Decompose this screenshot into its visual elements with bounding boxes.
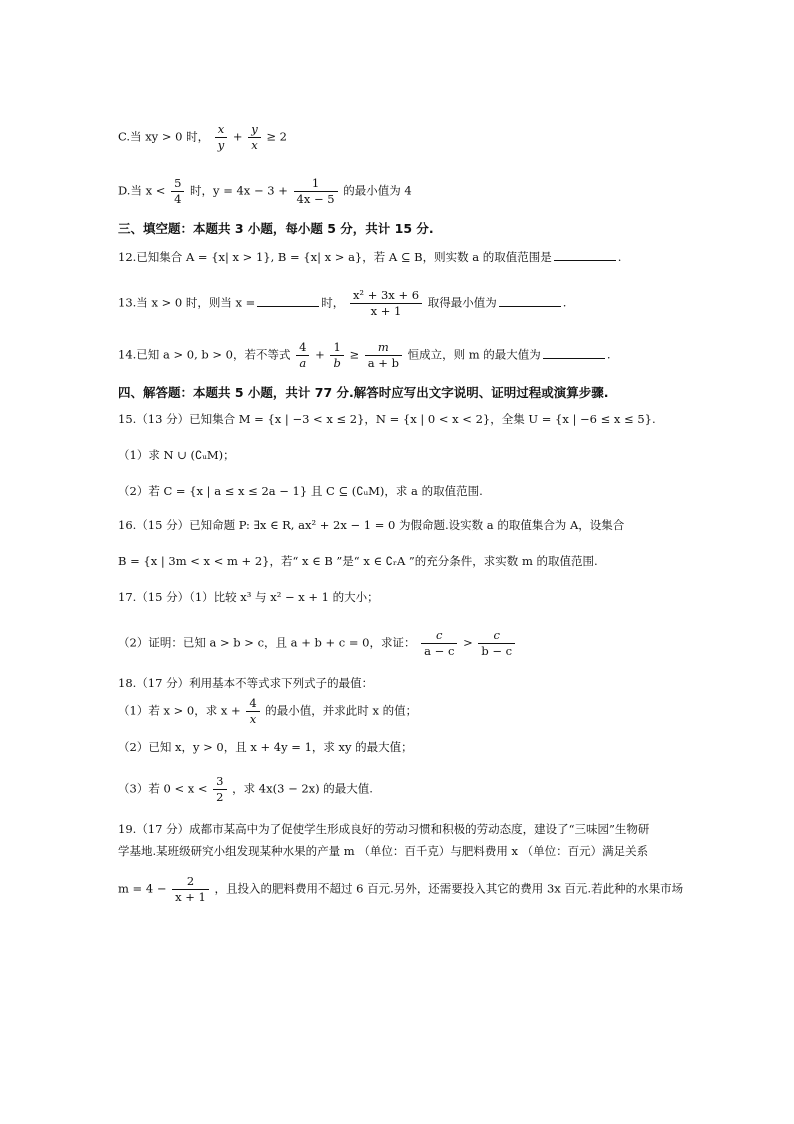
answer-blank <box>499 294 561 307</box>
denominator: a <box>299 356 307 370</box>
option-c-prefix: C.当 xy > 0 时， <box>118 129 210 144</box>
question-13 <box>118 288 566 319</box>
question-16-line1: 16.（15 分）已知命题 P: ∃x ∈ R, ax² + 2x − 1 = 0 为假命题.设实数 a 的取值集合为 A，设集合 <box>118 518 625 532</box>
option-c-suffix: ≥ 2 <box>266 129 287 144</box>
option-d-mid: 时，y = 4x − 3 + <box>190 183 288 198</box>
denominator: y <box>217 138 225 152</box>
question-14 <box>118 340 610 371</box>
question-19-line2: 学基地.某班级研究小组发现某种水果的产量 m （单位：百千克）与肥料费用 x （单位：百元）满足关系 <box>118 844 649 858</box>
q18-sub1-suffix: 的最小值，并求此时 x 的值； <box>265 703 418 718</box>
q13-part3: 取得最小值为 <box>427 295 497 310</box>
fraction-1-over-4x-5 <box>294 176 338 207</box>
numerator: c <box>421 628 457 644</box>
q19-line3-prefix: m = 4 − <box>118 881 167 896</box>
question-16-line2: B = {x | 3m < x < m + 2}，若“ x ∈ B ”是“ x ∈ ∁ᵣA ”的充分条件，求实数 m 的取值范围. <box>118 554 598 568</box>
numerator: 4 <box>246 696 259 712</box>
numerator: 4 <box>296 340 309 356</box>
answer-blank <box>257 294 319 307</box>
fraction-x-over-y <box>215 122 228 153</box>
q14-part2: 恒成立，则 m 的最大值为 <box>407 347 541 362</box>
fraction-expression <box>350 288 422 319</box>
option-d-prefix: D.当 x < <box>118 183 166 198</box>
q13-part1: 13.当 x > 0 时，则当 x = <box>118 295 256 310</box>
q17-line2-prefix: （2）证明：已知 a > b > c，且 a + b + c = 0，求证： <box>118 635 416 650</box>
option-d-suffix: 的最小值为 4 <box>343 183 412 198</box>
denominator: 4x − 5 <box>296 192 335 206</box>
numerator: 1 <box>294 176 338 192</box>
answer-blank <box>554 248 616 261</box>
question-18-sub1 <box>118 696 417 727</box>
denominator: a + b <box>367 356 399 370</box>
q18-sub3-suffix: ，求 4x(3 − 2x) 的最大值. <box>232 781 373 796</box>
q14-end: . <box>606 347 611 362</box>
question-15-sub1: （1）求 N ∪ (∁ᵤM)； <box>118 448 235 462</box>
q18-sub3-prefix: （3）若 0 < x < <box>118 781 208 796</box>
section3-heading: 三、填空题：本题共 3 小题，每小题 5 分，共计 15 分. <box>118 221 434 236</box>
denominator: b <box>333 356 341 370</box>
fraction-4-over-a <box>296 340 309 371</box>
fraction-c-over-a-minus-c <box>421 628 457 659</box>
q18-sub1-prefix: （1）若 x > 0，求 x + <box>118 703 241 718</box>
numerator: 2 <box>172 874 209 890</box>
fraction-5-over-4 <box>171 176 184 207</box>
numerator: m <box>365 340 402 356</box>
fraction-2-over-x-plus-1 <box>172 874 209 905</box>
q12-text: 12.已知集合 A = {x| x > 1}, B = {x| x > a}，若 A ⊆ B，则实数 a 的取值范围是 <box>118 250 552 264</box>
numerator: 1 <box>330 340 343 356</box>
q19-line3-suffix: ，且投入的肥料费用不超过 6 百元.另外，还需要投入其它的费用 3x 百元.若此种的水果市场 <box>214 881 684 896</box>
question-12 <box>118 248 621 266</box>
section4-heading: 四、解答题：本题共 5 小题，共计 77 分.解答时应写出文字说明、证明过程或演算步骤. <box>118 385 609 400</box>
q14-part1: 14.已知 a > 0, b > 0，若不等式 <box>118 347 291 362</box>
numerator: y <box>248 122 261 138</box>
fraction-c-over-b-minus-c <box>478 628 515 659</box>
question-15-intro: 15.（13 分）已知集合 M = {x | −3 < x ≤ 2}，N = {x | 0 < x < 2}，全集 U = {x | −6 ≤ x ≤ 5}. <box>118 412 656 426</box>
numerator: 3 <box>213 774 226 790</box>
q12-end: . <box>617 250 622 264</box>
denominator: x <box>251 138 258 152</box>
q13-part2: 时， <box>321 295 345 310</box>
denominator: a − c <box>424 644 455 658</box>
ge-sign: ≥ <box>349 347 360 362</box>
question-18-intro: 18.（17 分）利用基本不等式求下列式子的最值： <box>118 676 374 690</box>
question-18-sub2: （2）已知 x，y > 0，且 x + 4y = 1，求 xy 的最大值； <box>118 740 413 754</box>
question-15-sub2: （2）若 C = {x | a ≤ x ≤ 2a − 1} 且 C ⊆ (∁ᵤM)，求 a 的取值范围. <box>118 484 483 498</box>
numerator: c <box>478 628 515 644</box>
fraction-m-over-a-plus-b <box>365 340 402 371</box>
denominator: x + 1 <box>370 304 402 318</box>
plus-sign: + <box>232 129 243 144</box>
question-17-line1: 17.（15 分）（1）比较 x³ 与 x² − x + 1 的大小； <box>118 590 379 604</box>
question-17-line2 <box>118 628 517 659</box>
denominator: b − c <box>481 644 513 658</box>
fraction-1-over-b <box>330 340 343 371</box>
fraction-4-over-x <box>246 696 259 727</box>
numerator: 5 <box>171 176 184 192</box>
denominator: x <box>249 712 257 726</box>
denominator: x + 1 <box>175 890 206 904</box>
numerator: x <box>215 122 228 138</box>
gt-sign: > <box>463 635 473 650</box>
option-d <box>118 176 412 207</box>
question-19-line3 <box>118 874 683 905</box>
question-18-sub3 <box>118 774 373 805</box>
numerator: x² + 3x + 6 <box>350 288 422 304</box>
fraction-3-over-2 <box>213 774 226 805</box>
answer-blank <box>543 346 605 359</box>
denominator: 4 <box>174 192 182 206</box>
fraction-y-over-x <box>248 122 261 153</box>
option-c <box>118 122 287 153</box>
denominator: 2 <box>216 790 224 804</box>
q13-end: . <box>562 295 567 310</box>
plus-sign: + <box>315 347 325 362</box>
question-19-line1: 19.（17 分）成都市某高中为了促使学生形成良好的劳动习惯和积极的劳动态度，建设了“三味园”生物研 <box>118 822 650 836</box>
